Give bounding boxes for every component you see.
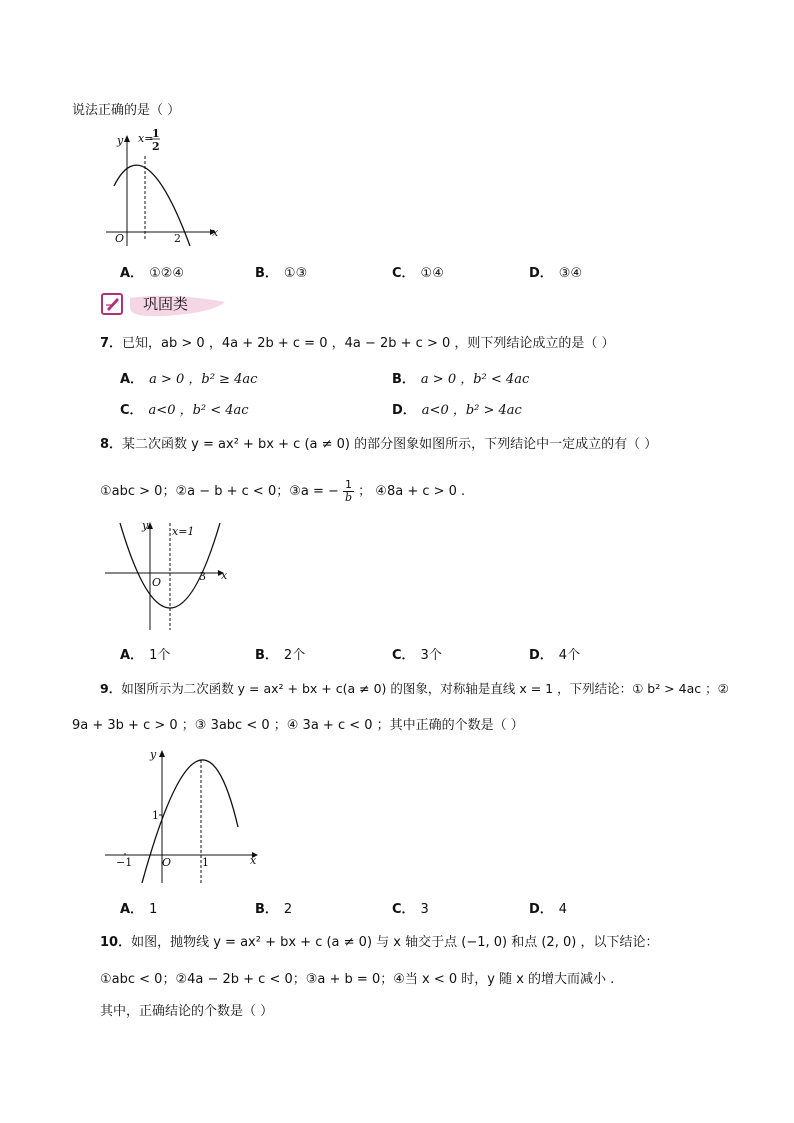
q9-option-d[interactable]: D． 4 bbox=[529, 902, 568, 917]
q9-option-b[interactable]: B． 2 bbox=[255, 902, 293, 917]
q8-stem: 8．某二次函数 y = ax² + bx + c (a ≠ 0) 的部分图象如图所示，下列结论中一定成立的有（ ） bbox=[100, 437, 658, 452]
y-axis-label: y bbox=[150, 748, 157, 761]
q6-stem-tail: 说法正确的是（ ） bbox=[72, 103, 181, 118]
axis-den: 2 bbox=[152, 140, 160, 153]
q8-option-b[interactable]: B． 2个 bbox=[255, 648, 306, 663]
axis-label: x=1 bbox=[172, 525, 195, 538]
y-axis-label: y bbox=[142, 519, 149, 532]
q6-option-d[interactable]: D． ③④ bbox=[529, 266, 583, 281]
q7-option-a[interactable]: A． a > 0 ，b² ≥ 4ac bbox=[120, 372, 258, 387]
q10-tail: 其中，正确结论的个数是（ ） bbox=[100, 1004, 274, 1019]
q9-stem-line2: 9a + 3b + c > 0 ；③ 3abc < 0 ；④ 3a + c < 0 ；其中正确的个数是（ ） bbox=[72, 718, 524, 733]
root-label: 2 bbox=[174, 232, 181, 245]
q7-option-c[interactable]: C． a<0 ，b² < 4ac bbox=[120, 403, 249, 418]
axis-num: 1 bbox=[152, 127, 160, 140]
q6-option-a[interactable]: A． ①②④ bbox=[120, 266, 185, 281]
q8-parabola-graph bbox=[100, 515, 235, 633]
x-one-label: 1 bbox=[202, 856, 209, 869]
y-one-label: 1 bbox=[152, 809, 159, 822]
q9-option-c[interactable]: C． 3 bbox=[392, 902, 429, 917]
q9-option-a[interactable]: A． 1 bbox=[120, 902, 158, 917]
q7-stem: 7．已知，ab > 0 ，4a + 2b + c = 0 ，4a − 2b + c > 0 ，则下列结论成立的是（ ） bbox=[100, 336, 615, 351]
q8-option-c[interactable]: C． 3个 bbox=[392, 648, 442, 663]
q6-parabola-graph bbox=[100, 128, 220, 246]
q8-option-d[interactable]: D． 4个 bbox=[529, 648, 581, 663]
q10-stem: 10．如图，抛物线 y = ax² + bx + c (a ≠ 0) 与 x 轴交于点 (−1, 0) 和点 (2, 0) ，以下结论： bbox=[100, 935, 659, 950]
x-axis-label: x bbox=[212, 226, 219, 239]
axis-label: x= bbox=[138, 132, 154, 145]
root-label: 3 bbox=[199, 570, 206, 583]
q9-stem-line1: 9．如图所示为二次函数 y = ax² + bx + c(a ≠ 0) 的图象，对称轴是直线 x = 1 ，下列结论：① b² > 4ac ；② bbox=[100, 681, 729, 696]
y-axis-label: y bbox=[117, 134, 124, 147]
origin-label: O bbox=[162, 856, 172, 869]
x-axis-label: x bbox=[250, 854, 257, 867]
q10-conditions: ①abc < 0；②4a − 2b + c < 0；③a + b = 0；④当 x < 0 时，y 随 x 的增大而减小 . bbox=[100, 972, 615, 987]
origin-label: O bbox=[152, 576, 162, 589]
origin-label: O bbox=[115, 232, 125, 245]
q8-conditions: ①abc > 0；②a − b + c < 0；③a = − $\frac{1}{b}$ ； ④8a + c > 0 . bbox=[100, 478, 466, 504]
q6-option-b[interactable]: B． ①③ bbox=[255, 266, 308, 281]
neg-one-label: −1 bbox=[116, 856, 133, 869]
q9-parabola-graph bbox=[100, 745, 265, 883]
x-axis-label: x bbox=[221, 569, 228, 582]
q8-frac-num: 1 bbox=[345, 478, 353, 491]
q8-option-a[interactable]: A． 1个 bbox=[120, 648, 171, 663]
q6-option-c[interactable]: C． ①④ bbox=[392, 266, 444, 281]
q8-frac-den: b bbox=[345, 491, 353, 504]
section-title: 巩固类 bbox=[143, 295, 189, 313]
q7-option-d[interactable]: D． a<0 ，b² > 4ac bbox=[392, 403, 522, 418]
q7-option-b[interactable]: B． a > 0 ，b² < 4ac bbox=[392, 372, 530, 387]
